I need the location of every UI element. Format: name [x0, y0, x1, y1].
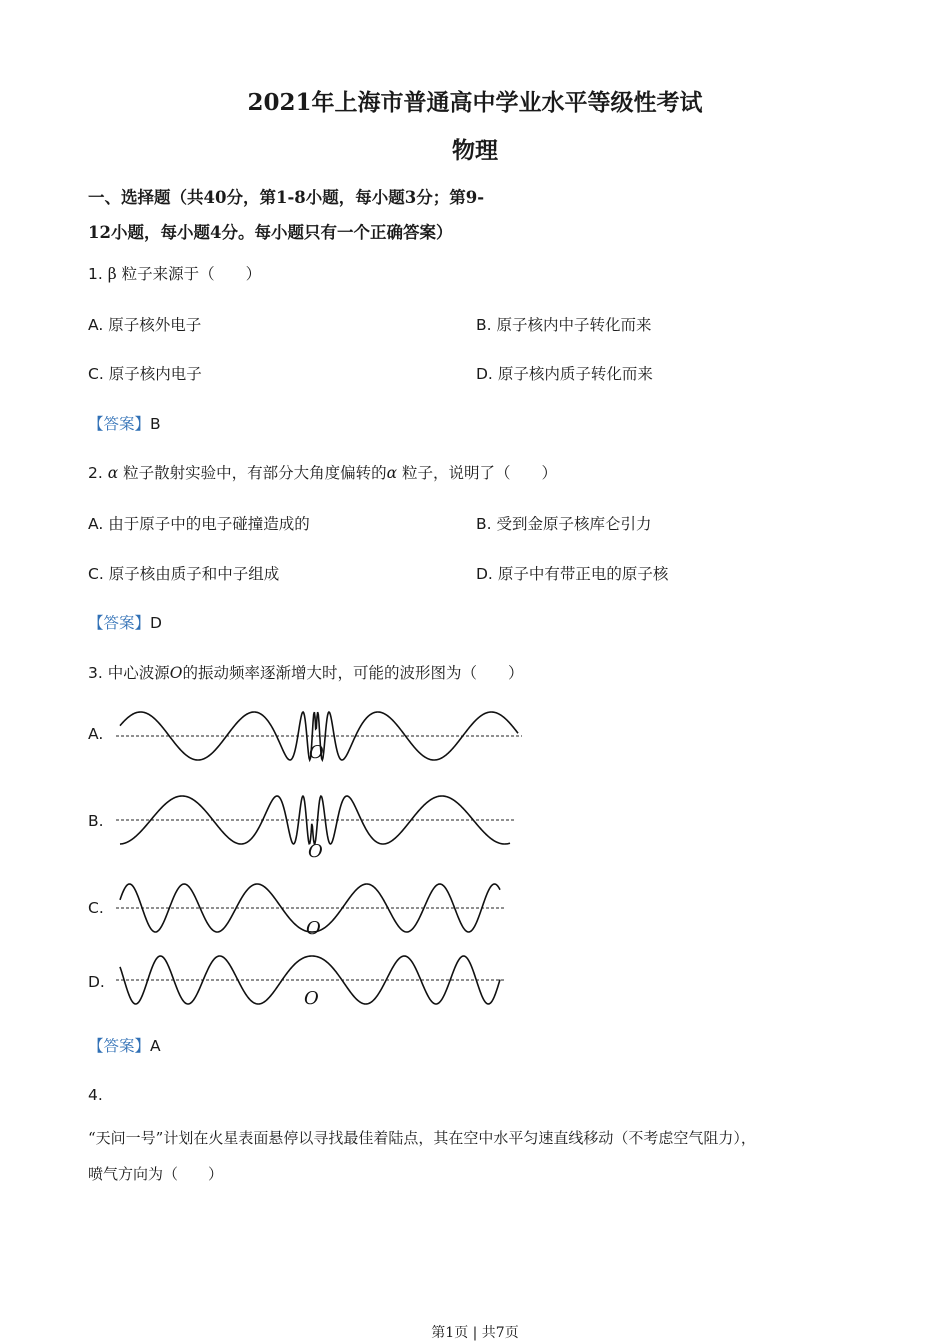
exam-title: 2021年上海市普通高中学业水平等级性考试: [247, 89, 703, 116]
option-label: B.: [476, 316, 492, 334]
option-text: 原子核内中子转化而来: [496, 316, 652, 334]
question-text: 的振动频率逐渐增大时，可能的波形图为（ ）: [182, 664, 524, 682]
option-text: 原子核由质子和中子组成: [108, 565, 280, 583]
section-header-line2: 12小题，每小题4分。每小题只有一个正确答案）: [88, 223, 453, 242]
option-text: 由于原子中的电子碰撞造成的: [108, 515, 310, 533]
option-text: 原子核内质子转化而来: [497, 365, 653, 383]
q1-option-c: [88, 362, 202, 384]
question-4-line2: 喷气方向为（ ）: [88, 1165, 224, 1183]
question-text: 粒子散射实验中，有部分大角度偏转的: [118, 464, 387, 482]
q2-option-d: [476, 562, 668, 584]
waveform-d-diagram: [100, 948, 540, 1010]
question-4-line1: “天问一号”计划在火星表面悬停以寻找最佳着陆点，其在空中水平匀速直线移动（不考虑空气阻力），: [88, 1129, 756, 1147]
question-text: 中心波源: [107, 664, 170, 682]
option-text: 原子核外电子: [108, 316, 202, 334]
waveform-b-diagram: [100, 786, 540, 862]
question-2: [88, 461, 557, 483]
q1-option-a: [88, 313, 201, 335]
q2-option-b: [476, 512, 652, 534]
wave-option-a-label: A.: [88, 725, 104, 743]
answer-value: A: [150, 1037, 161, 1055]
q2-option-c: [88, 562, 279, 584]
q1-answer: [88, 412, 161, 434]
option-label: B.: [476, 515, 492, 533]
answer-tag: 【答案】: [88, 614, 151, 632]
wave-origin-label: O: [309, 742, 324, 763]
q2-option-a: [88, 512, 310, 534]
answer-tag: 【答案】: [88, 415, 151, 433]
alpha-symbol: α: [107, 464, 119, 482]
option-text: 受到金原子核库仑引力: [496, 515, 652, 533]
question-3: [88, 661, 523, 683]
q3-answer: [88, 1034, 161, 1056]
exam-subject: 物理: [452, 137, 498, 164]
option-label: A.: [88, 515, 104, 533]
question-1: [88, 262, 261, 284]
option-label: C.: [88, 365, 104, 383]
wave-origin-label: O: [308, 841, 323, 862]
wave-option-c-label: C.: [88, 899, 104, 917]
origin-symbol: O: [169, 664, 183, 682]
wave-option-b-label: B.: [88, 812, 104, 830]
q1-option-b: [476, 313, 652, 335]
answer-value: B: [150, 415, 161, 433]
waveform-c-diagram: [100, 876, 540, 942]
option-text: 原子中有带正电的原子核: [497, 565, 669, 583]
answer-tag: 【答案】: [88, 1037, 151, 1055]
wave-origin-label: O: [304, 988, 319, 1009]
waveform-a-diagram: [100, 700, 540, 770]
question-4-number: [88, 1086, 103, 1104]
question-text: 粒子，说明了（ ）: [397, 464, 558, 482]
option-label: A.: [88, 316, 104, 334]
question-number: 2.: [88, 464, 103, 482]
answer-value: D: [150, 614, 162, 632]
alpha-symbol: α: [386, 464, 398, 482]
question-number: 1.: [88, 265, 103, 283]
question-number: 3.: [88, 664, 103, 682]
question-number: 4.: [88, 1086, 103, 1104]
wave-origin-label: O: [306, 918, 321, 939]
section-header-line1: 一、选择题（共40分，第1-8小题，每小题3分；第9-: [88, 188, 485, 207]
page-footer: 第1页 | 共7页: [431, 1325, 519, 1341]
q2-answer: [88, 611, 162, 633]
option-text: 原子核内电子: [108, 365, 202, 383]
question-text: β 粒子来源于（ ）: [107, 265, 262, 283]
option-label: D.: [476, 565, 493, 583]
option-label: C.: [88, 565, 104, 583]
option-label: D.: [476, 365, 493, 383]
wave-option-d-label: D.: [88, 973, 105, 991]
q1-option-d: [476, 362, 653, 384]
